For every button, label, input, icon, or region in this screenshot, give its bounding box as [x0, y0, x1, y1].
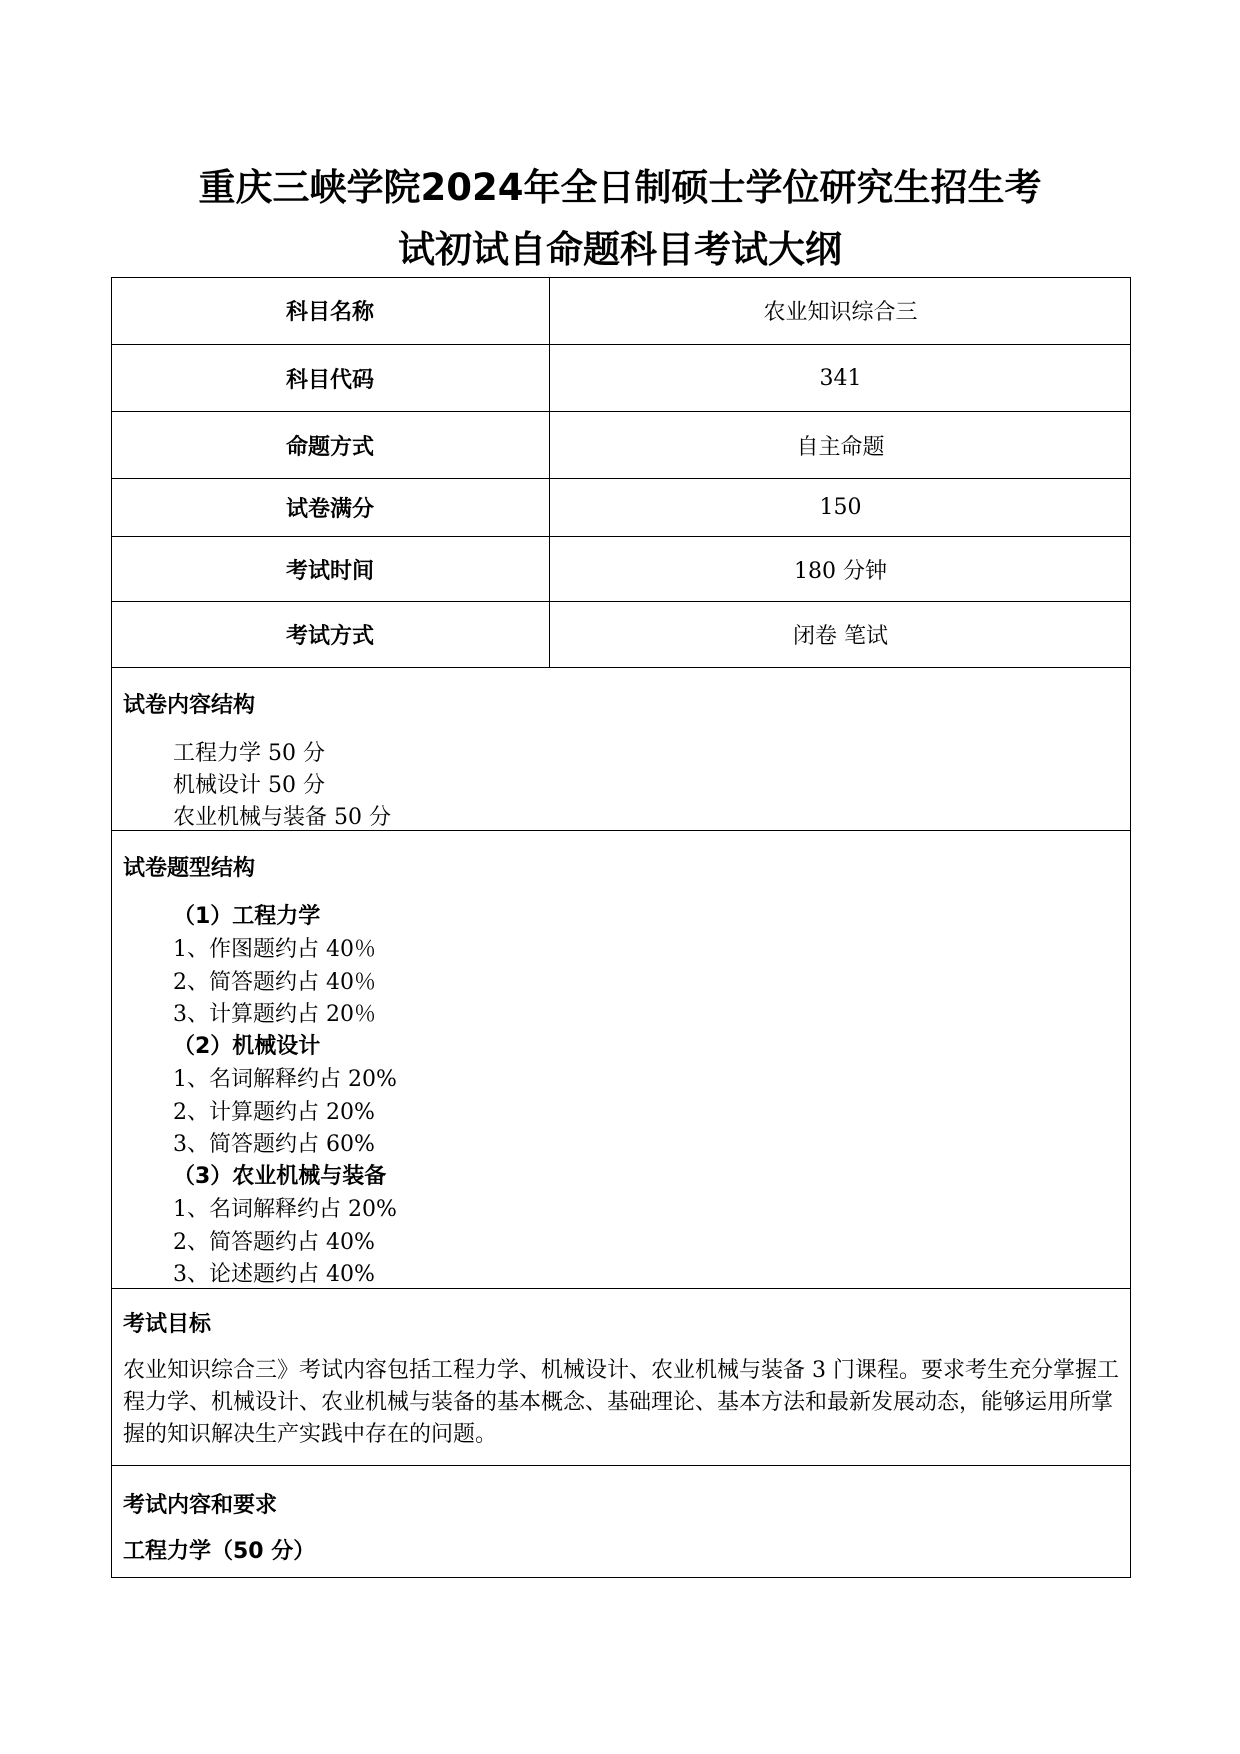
info-row-subject-code [111, 345, 1131, 412]
list-item: 农业机械与装备 50 分 [173, 805, 391, 830]
section-content-structure [111, 668, 1131, 831]
list-item: 2、计算题约占 20% [173, 1100, 375, 1125]
list-item: 2、简答题约占 40% [173, 1230, 375, 1255]
info-key: 科目代码 [285, 367, 374, 393]
list-item: 1、名词解释约占 20% [173, 1197, 397, 1222]
group-title: （1）工程力学 [173, 904, 321, 929]
info-row-exam-time [111, 537, 1131, 602]
section-question-structure [111, 831, 1131, 1289]
section-heading: 考试目标 [123, 1312, 212, 1337]
section-heading: 试卷题型结构 [123, 856, 256, 881]
list-item: 1、作图题约占 40％ [173, 937, 376, 962]
info-key: 科目名称 [285, 300, 374, 325]
section-exam-content [111, 1466, 1131, 1578]
info-row-question-method [111, 412, 1131, 479]
info-value: 341 [549, 345, 1131, 411]
info-row-subject-name [111, 277, 1131, 345]
section-exam-goal [111, 1289, 1131, 1466]
section-heading: 试卷内容结构 [123, 693, 256, 718]
list-item: 2、简答题约占 40％ [173, 970, 376, 995]
list-item: 机械设计 50 分 [173, 773, 325, 798]
info-row-full-score [111, 479, 1131, 537]
info-value: 自主命题 [549, 412, 1131, 478]
document-title-line-1: 重庆三峡学院2024年全日制硕士学位研究生招生考 [198, 166, 1042, 209]
list-item: 3、论述题约占 40% [173, 1262, 375, 1287]
info-value: 农业知识综合三 [549, 277, 1131, 344]
list-item: 3、计算题约占 20％ [173, 1002, 376, 1027]
info-value: 150 [549, 479, 1131, 536]
section-subheading: 工程力学（50 分） [123, 1539, 316, 1564]
info-value: 闭卷 笔试 [549, 602, 1131, 667]
exam-goal-text: 农业知识综合三》考试内容包括工程力学、机械设计、农业机械与装备 3 门课程。要求考生充分掌握工程力学、机械设计、农业机械与装备的基本概念、基础理论、基本方法和最新发展动态，能够运用所掌握的知识解决生产实践中存在的问题。 [123, 1358, 1119, 1447]
document-title-line-2: 试初试自命题科目考试大纲 [398, 228, 842, 271]
list-item: 工程力学 50 分 [173, 741, 325, 766]
info-key: 命题方式 [285, 434, 374, 460]
group-title: （2）机械设计 [173, 1034, 321, 1059]
info-row-exam-mode [111, 602, 1131, 668]
info-key: 试卷满分 [285, 497, 374, 522]
info-value: 180 分钟 [549, 537, 1131, 601]
list-item: 3、简答题约占 60% [173, 1132, 375, 1157]
info-key: 考试时间 [285, 558, 374, 584]
group-title: （3）农业机械与装备 [173, 1164, 387, 1189]
section-heading: 考试内容和要求 [123, 1493, 278, 1518]
list-item: 1、名词解释约占 20% [173, 1067, 397, 1092]
info-key: 考试方式 [285, 624, 374, 649]
